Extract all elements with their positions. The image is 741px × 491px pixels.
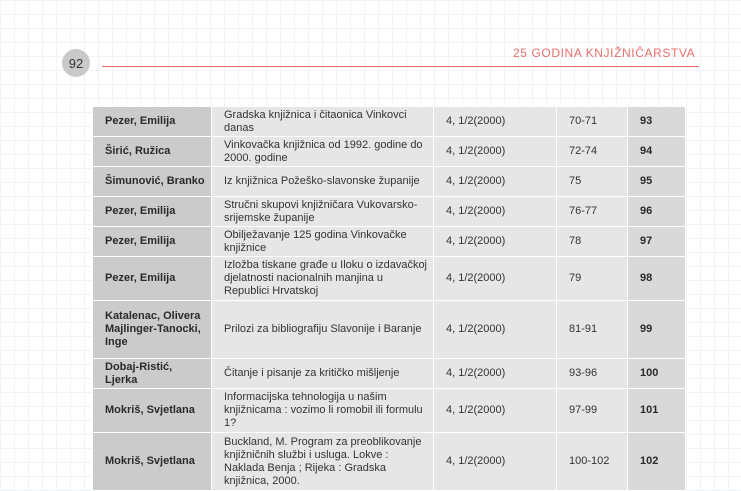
entry-number-cell: 96 (628, 197, 686, 227)
table-row (93, 227, 686, 257)
issue-cell: 4, 1/2(2000) (434, 301, 557, 359)
title-cell: Iz knjižnica Požeško-slavonske županije (212, 167, 434, 197)
table-row (93, 167, 686, 197)
author-cell: Katalenac, Olivera Majlinger-Tanocki, Inge (93, 301, 212, 359)
entry-number-cell: 93 (628, 107, 686, 137)
author-cell: Pezer, Emilija (93, 227, 212, 257)
issue-cell: 4, 1/2(2000) (434, 107, 557, 137)
table-row (93, 433, 686, 491)
author-cell: Šimunović, Branko (93, 167, 212, 197)
author-cell: Širić, Ružica (93, 137, 212, 167)
entry-number-cell: 100 (628, 359, 686, 389)
title-cell: Buckland, M. Program za preoblikovanje knjižničnih službi i usluga. Lokve : Naklada Benja ; Rijeka : Gradska knjižnica, 2000. (212, 433, 434, 491)
entry-number-cell: 94 (628, 137, 686, 167)
table-row (93, 137, 686, 167)
title-cell: Čitanje i pisanje za kritičko mišljenje (212, 359, 434, 389)
page-number-badge: 92 (62, 49, 90, 77)
pages-cell: 81-91 (557, 301, 628, 359)
author-cell: Dobaj-Ristić, Ljerka (93, 359, 212, 389)
pages-cell: 78 (557, 227, 628, 257)
title-cell: Stručni skupovi knjižničara Vukovarsko-srijemske županije (212, 197, 434, 227)
table-row (93, 107, 686, 137)
running-header-title: 25 GODINA KNJIŽNIČARSTVA (513, 46, 696, 60)
entry-number-cell: 99 (628, 301, 686, 359)
pages-cell: 93-96 (557, 359, 628, 389)
bibliography-table (92, 106, 686, 491)
author-cell: Mokriš, Svjetlana (93, 389, 212, 433)
title-cell: Obilježavanje 125 godina Vinkovačke knjižnice (212, 227, 434, 257)
issue-cell: 4, 1/2(2000) (434, 257, 557, 301)
issue-cell: 4, 1/2(2000) (434, 389, 557, 433)
table-row (93, 301, 686, 359)
author-cell: Pezer, Emilija (93, 107, 212, 137)
table-row (93, 257, 686, 301)
issue-cell: 4, 1/2(2000) (434, 137, 557, 167)
pages-cell: 75 (557, 167, 628, 197)
title-cell: Prilozi za bibliografiju Slavonije i Baranje (212, 301, 434, 359)
author-cell: Pezer, Emilija (93, 257, 212, 301)
entry-number-cell: 102 (628, 433, 686, 491)
issue-cell: 4, 1/2(2000) (434, 227, 557, 257)
pages-cell: 79 (557, 257, 628, 301)
pages-cell: 70-71 (557, 107, 628, 137)
table-row (93, 359, 686, 389)
title-cell: Izložba tiskane građe u Iloku o izdavačkoj djelatnosti nacionalnih manjina u Republici Hrvatskoj (212, 257, 434, 301)
entry-number-cell: 97 (628, 227, 686, 257)
issue-cell: 4, 1/2(2000) (434, 167, 557, 197)
author-cell: Pezer, Emilija (93, 197, 212, 227)
entry-number-cell: 101 (628, 389, 686, 433)
pages-cell: 100-102 (557, 433, 628, 491)
pages-cell: 72-74 (557, 137, 628, 167)
table-row (93, 197, 686, 227)
pages-cell: 76-77 (557, 197, 628, 227)
table-row (93, 389, 686, 433)
pages-cell: 97-99 (557, 389, 628, 433)
title-cell: Vinkovačka knjižnica od 1992. godine do 2000. godine (212, 137, 434, 167)
title-cell: Gradska knjižnica i čitaonica Vinkovci danas (212, 107, 434, 137)
entry-number-cell: 95 (628, 167, 686, 197)
title-cell: Informacijska tehnologija u našim knjižnicama : vozimo li romobil ili formulu 1? (212, 389, 434, 433)
issue-cell: 4, 1/2(2000) (434, 197, 557, 227)
author-cell: Mokriš, Svjetlana (93, 433, 212, 491)
header-divider (102, 66, 699, 67)
entry-number-cell: 98 (628, 257, 686, 301)
issue-cell: 4, 1/2(2000) (434, 359, 557, 389)
issue-cell: 4, 1/2(2000) (434, 433, 557, 491)
